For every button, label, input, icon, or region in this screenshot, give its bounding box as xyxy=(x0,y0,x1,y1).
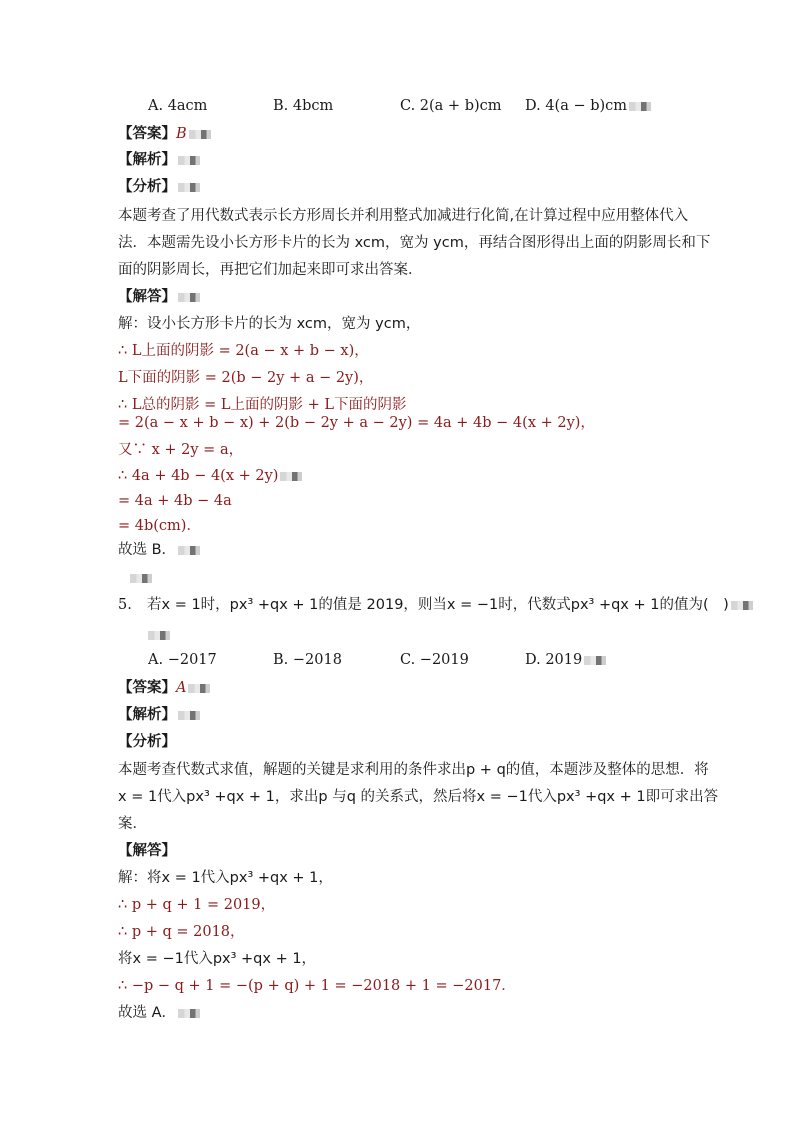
q4-analysis-line-3: 面的阴影周长，再把它们加起来即可求出答案． xyxy=(118,262,423,278)
q5-option-d xyxy=(525,650,606,670)
q5-solution-line-6 xyxy=(118,1003,200,1023)
q4-trailing-mark xyxy=(128,568,152,588)
q4-solution-line-1: 解：设小长方形卡片的长为 xcm，宽为 ycm， xyxy=(118,316,421,332)
answer-value: A xyxy=(176,680,187,696)
watermark-icon xyxy=(178,711,200,720)
q4-jiexi xyxy=(118,150,200,170)
q4-option-d xyxy=(525,96,651,116)
q4-option-c: C. 2(a + b)cm xyxy=(400,98,502,114)
watermark-icon xyxy=(178,1009,200,1018)
watermark-icon xyxy=(178,293,200,302)
q5-option-b: B. −2018 xyxy=(273,652,342,668)
q5-answer xyxy=(118,678,210,698)
q5-solution-line-3: ∴ p + q = 2018， xyxy=(118,924,245,940)
watermark-icon xyxy=(189,130,211,139)
q4-solution-line-8: = 4a + 4b − 4a xyxy=(118,493,232,509)
watermark-icon xyxy=(178,183,200,192)
answer-label: 【答案】 xyxy=(118,680,176,696)
q5-jiexi xyxy=(118,705,200,725)
jiexi-label: 【解析】 xyxy=(118,152,176,168)
q5-solution-line-2: ∴ p + q + 1 = 2019， xyxy=(118,897,276,913)
watermark-icon xyxy=(584,656,606,665)
q4-solution-line-2: ∴ L上面的阴影 = 2(a − x + b − x)， xyxy=(118,343,369,359)
watermark-icon xyxy=(178,546,200,555)
q5-solution-line-6-text: 故选 A． xyxy=(118,1005,177,1021)
q5-option-c: C. −2019 xyxy=(400,652,469,668)
q4-solution-line-5: = 2(a − x + b − x) + 2(b − 2y + a − 2y) = 4a + 4b − 4(x + 2y)， xyxy=(118,415,595,431)
q4-solution-line-7-text: ∴ 4a + 4b − 4(x + 2y) xyxy=(118,468,279,484)
q5-question xyxy=(147,595,753,615)
q5-jieda: 【解答】 xyxy=(118,843,176,859)
watermark-icon xyxy=(280,472,302,481)
q5-question-text: 若x = 1时，px³ +qx + 1的值是 2019，则当x = −1时，代数式px³ +qx + 1的值为( ) xyxy=(147,597,729,613)
jieda-label: 【解答】 xyxy=(118,289,176,305)
q4-option-a: A. 4acm xyxy=(148,98,208,114)
jiexi-label: 【解析】 xyxy=(118,707,176,723)
q4-solution-line-9: = 4b(cm)． xyxy=(118,518,201,534)
q4-solution-line-4: ∴ L总的阴影 = L上面的阴影 + L下面的阴影 xyxy=(118,397,407,413)
q4-solution-line-7 xyxy=(118,466,302,486)
q5-solution-line-4: 将x = −1代入px³ +qx + 1， xyxy=(118,951,317,967)
q5-number: 5. xyxy=(118,597,132,613)
q4-analysis-line-1: 本题考查了用代数式表示长方形周长并利用整式加减进行化简,在计算过程中应用整体代入 xyxy=(118,208,689,224)
q4-jieda xyxy=(118,287,200,307)
q4-solution-line-10 xyxy=(118,540,200,560)
q5-solution-line-5: ∴ −p − q + 1 = −(p + q) + 1 = −2018 + 1 = −2017． xyxy=(118,978,516,994)
q4-fenxi xyxy=(118,177,200,197)
watermark-icon xyxy=(178,156,200,165)
watermark-icon xyxy=(148,631,170,640)
fenxi-label: 【分析】 xyxy=(118,179,176,195)
q5-analysis-line-1: 本题考查代数式求值，解题的关键是求利用的条件求出p + q的值，本题涉及整体的思想．将 xyxy=(118,762,709,778)
q4-solution-line-6: 又∵ x + 2y = a， xyxy=(118,442,244,458)
q5-option-a: A. −2017 xyxy=(148,652,217,668)
q4-solution-line-3: L下面的阴影 = 2(b − 2y + a − 2y)， xyxy=(118,370,374,386)
q5-analysis-line-2: x = 1代入px³ +qx + 1，求出p 与q 的关系式，然后将x = −1代入px³ +qx + 1即可求出答 xyxy=(118,789,719,805)
q5-option-d-text: D. 2019 xyxy=(525,652,583,668)
q4-option-d-text: D. 4(a − b)cm xyxy=(525,98,628,114)
watermark-icon xyxy=(629,102,651,111)
q5-analysis-line-3: 案． xyxy=(118,816,147,832)
q4-answer xyxy=(118,124,211,144)
q5-fenxi: 【分析】 xyxy=(118,734,176,750)
q4-option-b: B. 4bcm xyxy=(273,98,334,114)
watermark-icon xyxy=(130,574,152,583)
q4-analysis-line-2: 法．本题需先设小长方形卡片的长为 xcm，宽为 ycm，再结合图形得出上面的阴影周长和下 xyxy=(118,235,711,251)
answer-label: 【答案】 xyxy=(118,126,176,142)
watermark-icon xyxy=(731,601,753,610)
q5-solution-line-1: 解：将x = 1代入px³ +qx + 1， xyxy=(118,870,333,886)
q4-solution-line-10-text: 故选 B． xyxy=(118,542,177,558)
watermark-icon xyxy=(188,684,210,693)
q5-trailing-mark xyxy=(146,625,170,645)
answer-value: B xyxy=(176,126,187,142)
